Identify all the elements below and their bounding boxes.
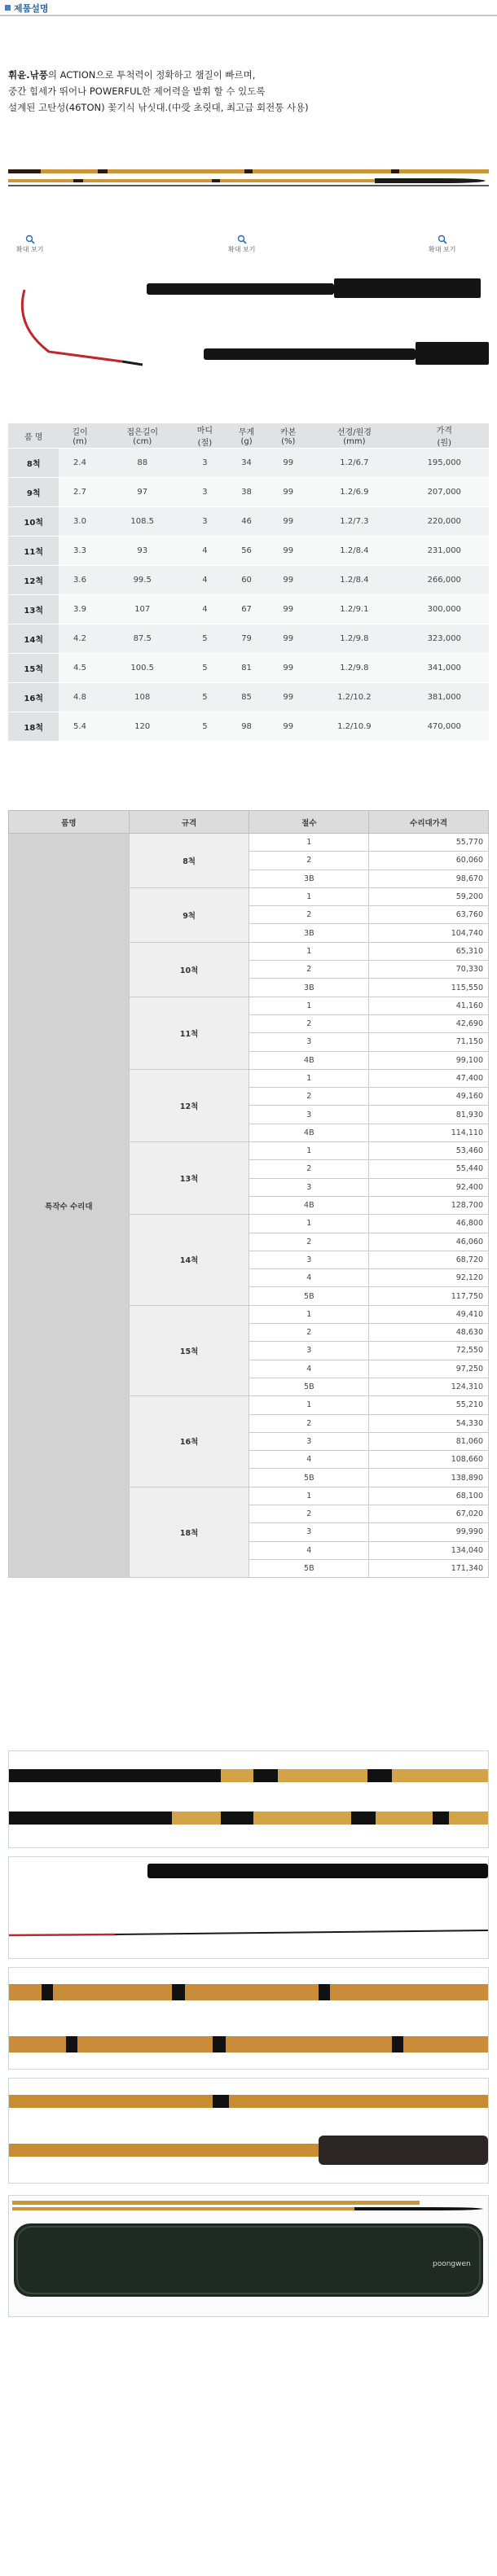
spec-header-label: 카본 [280, 428, 297, 437]
bullet-icon [5, 5, 11, 11]
repair-section: 4 [249, 1451, 369, 1469]
spec-header-unit: (절) [197, 439, 213, 448]
spec-cell: 99 [267, 478, 309, 507]
spec-cell: 4.8 [59, 683, 100, 712]
spec-row [8, 712, 489, 742]
spec-cell: 1.2/7.3 [309, 507, 399, 537]
spec-row [8, 537, 489, 566]
zoom-label: 확대 보기 [16, 246, 44, 253]
repair-section: 3 [249, 1033, 369, 1051]
repair-section: 2 [249, 1088, 369, 1106]
repair-price: 46,060 [369, 1233, 489, 1251]
photo-rod-joints [8, 1967, 489, 2070]
repair-spec: 9척 [129, 887, 249, 942]
product-description [8, 67, 489, 116]
spec-cell: 3 [184, 507, 226, 537]
repair-price: 53,460 [369, 1142, 489, 1160]
spec-cell: 99 [267, 566, 309, 595]
spec-header-cell [309, 423, 399, 449]
spec-cell: 1.2/8.4 [309, 537, 399, 566]
repair-price: 65,310 [369, 942, 489, 960]
repair-section: 4B [249, 1124, 369, 1141]
spec-table [8, 423, 489, 742]
spec-header-row [8, 423, 489, 449]
repair-section: 2 [249, 1014, 369, 1032]
repair-price: 42,690 [369, 1014, 489, 1032]
repair-section: 2 [249, 852, 369, 870]
spec-cell: 107 [101, 595, 184, 624]
spec-product-name: 13척 [8, 595, 59, 624]
repair-price: 47,400 [369, 1069, 489, 1087]
spec-cell: 470,000 [400, 712, 490, 742]
repair-price: 108,660 [369, 1451, 489, 1469]
repair-price: 55,210 [369, 1396, 489, 1414]
intro-line-1 [8, 67, 489, 83]
spec-cell: 4 [184, 595, 226, 624]
repair-section: 2 [249, 1324, 369, 1342]
repair-price: 99,990 [369, 1523, 489, 1541]
magnifier-icon [438, 234, 447, 244]
intro-brand: 휘윤.낚풍 [8, 69, 48, 81]
repair-spec: 15척 [129, 1305, 249, 1395]
repair-section: 2 [249, 961, 369, 979]
spec-cell: 67 [226, 595, 267, 624]
repair-price: 46,800 [369, 1215, 489, 1233]
repair-price: 70,330 [369, 961, 489, 979]
repair-price: 59,200 [369, 887, 489, 905]
repair-section: 5B [249, 1559, 369, 1577]
spec-cell: 108.5 [101, 507, 184, 537]
spec-cell: 99 [267, 654, 309, 683]
repair-section: 1 [249, 834, 369, 852]
spec-cell: 1.2/9.1 [309, 595, 399, 624]
spec-cell: 99 [267, 595, 309, 624]
repair-header-spec: 규격 [129, 811, 249, 834]
spec-cell: 99 [267, 449, 309, 478]
spec-cell: 88 [101, 449, 184, 478]
section-header [0, 0, 497, 16]
spec-cell: 99 [267, 537, 309, 566]
repair-price: 92,120 [369, 1269, 489, 1287]
repair-spec: 18척 [129, 1487, 249, 1577]
spec-cell: 99 [267, 624, 309, 654]
repair-price: 81,930 [369, 1106, 489, 1124]
repair-price: 138,890 [369, 1469, 489, 1487]
repair-price: 41,160 [369, 997, 489, 1014]
zoom-link-3[interactable] [429, 234, 455, 254]
spec-header-label: 접은길이 [126, 428, 159, 437]
repair-section: 4B [249, 1196, 369, 1214]
spec-header-unit: (mm) [343, 437, 366, 446]
repair-price: 97,250 [369, 1360, 489, 1378]
repair-section: 4 [249, 1541, 369, 1559]
spec-product-name: 9척 [8, 478, 59, 507]
repair-section: 4 [249, 1360, 369, 1378]
spec-cell: 231,000 [400, 537, 490, 566]
repair-spec: 12척 [129, 1069, 249, 1141]
spec-cell: 1.2/10.9 [309, 712, 399, 742]
photo-rod-sections [8, 1750, 489, 1848]
rod-grip-image [9, 2079, 488, 2183]
spec-cell: 87.5 [101, 624, 184, 654]
spec-header-cell [267, 423, 309, 449]
repair-section: 3B [249, 924, 369, 942]
spec-product-name: 16척 [8, 683, 59, 712]
spec-cell: 381,000 [400, 683, 490, 712]
photo-rod-tip [8, 1856, 489, 1959]
intro-line-2: 중간 힘세가 뛰어나 POWERFUL한 제어력을 발휘 할 수 있도록 [8, 85, 266, 97]
spec-cell: 85 [226, 683, 267, 712]
repair-price: 115,550 [369, 979, 489, 997]
spec-cell: 341,000 [400, 654, 490, 683]
spec-header-label: 무게 [238, 428, 255, 437]
spec-cell: 4 [184, 566, 226, 595]
repair-section: 3 [249, 1106, 369, 1124]
spec-cell: 3.3 [59, 537, 100, 566]
section-title [5, 2, 49, 15]
spec-cell: 5 [184, 683, 226, 712]
repair-price: 67,020 [369, 1505, 489, 1522]
spec-product-name: 8척 [8, 449, 59, 478]
repair-price: 134,040 [369, 1541, 489, 1559]
repair-header-section: 절수 [249, 811, 369, 834]
magnifier-icon [25, 234, 35, 244]
repair-spec: 10척 [129, 942, 249, 997]
repair-section: 3B [249, 979, 369, 997]
spec-cell: 97 [101, 478, 184, 507]
spec-cell: 34 [226, 449, 267, 478]
repair-section: 3 [249, 1342, 369, 1360]
spec-cell: 5 [184, 712, 226, 742]
zoom-label: 확대 보기 [228, 246, 256, 253]
spec-product-name: 18척 [8, 712, 59, 742]
spec-header-unit: (원) [437, 439, 451, 448]
repair-price: 117,750 [369, 1287, 489, 1305]
spec-header-cell [400, 423, 490, 449]
spec-row [8, 683, 489, 712]
spec-header-label: 선경/원경 [336, 428, 372, 437]
spec-header-label: 품 명 [24, 432, 43, 442]
repair-spec: 8척 [129, 834, 249, 888]
rod-full-image [0, 161, 497, 194]
spec-row [8, 566, 489, 595]
repair-section: 5B [249, 1287, 369, 1305]
spec-cell: 1.2/10.2 [309, 683, 399, 712]
repair-section: 1 [249, 1215, 369, 1233]
spec-cell: 46 [226, 507, 267, 537]
section-title-text: 제품설명 [14, 3, 49, 14]
spec-cell: 5.4 [59, 712, 100, 742]
magnifier-icon [237, 234, 247, 244]
spec-cell: 4 [184, 537, 226, 566]
repair-section: 5B [249, 1469, 369, 1487]
spec-header-label: 가격 [436, 427, 452, 436]
repair-price: 68,720 [369, 1251, 489, 1268]
spec-cell: 2.4 [59, 449, 100, 478]
spec-cell: 300,000 [400, 595, 490, 624]
spec-header-unit: (g) [240, 437, 253, 446]
repair-spec: 11척 [129, 997, 249, 1069]
rod-case-image [9, 2196, 488, 2316]
repair-price: 49,410 [369, 1305, 489, 1323]
repair-price: 81,060 [369, 1432, 489, 1450]
repair-section: 1 [249, 1487, 369, 1505]
spec-cell: 1.2/9.8 [309, 654, 399, 683]
spec-cell: 120 [101, 712, 184, 742]
spec-cell: 323,000 [400, 624, 490, 654]
spec-cell: 38 [226, 478, 267, 507]
repair-table-body [9, 834, 489, 1578]
spec-header-label: 길이 [72, 428, 88, 437]
spec-cell: 100.5 [101, 654, 184, 683]
spec-row [8, 624, 489, 654]
zoom-link-1[interactable] [16, 234, 43, 254]
spec-row [8, 595, 489, 624]
spec-cell: 60 [226, 566, 267, 595]
spec-cell: 56 [226, 537, 267, 566]
spec-cell: 3 [184, 478, 226, 507]
spec-header-cell [226, 423, 267, 449]
spec-cell: 195,000 [400, 449, 490, 478]
repair-section: 2 [249, 906, 369, 924]
repair-header-row [9, 811, 489, 834]
spec-row [8, 449, 489, 478]
spec-cell: 266,000 [400, 566, 490, 595]
rod-joints-image [9, 1968, 488, 2069]
repair-section: 2 [249, 1505, 369, 1522]
spec-cell: 79 [226, 624, 267, 654]
spec-product-name: 12척 [8, 566, 59, 595]
spec-product-name: 11척 [8, 537, 59, 566]
repair-section: 1 [249, 887, 369, 905]
spec-cell: 3.9 [59, 595, 100, 624]
repair-section: 3B [249, 870, 369, 887]
repair-section: 1 [249, 1069, 369, 1087]
repair-price: 72,550 [369, 1342, 489, 1360]
spec-cell: 99.5 [101, 566, 184, 595]
spec-cell: 2.7 [59, 478, 100, 507]
rod-sections-image [9, 1751, 488, 1847]
repair-section: 2 [249, 1233, 369, 1251]
repair-price: 128,700 [369, 1196, 489, 1214]
repair-price-table [8, 810, 489, 1578]
spec-header-unit: (%) [281, 437, 296, 446]
repair-price: 55,440 [369, 1160, 489, 1178]
repair-section: 1 [249, 997, 369, 1014]
spec-cell: 3.6 [59, 566, 100, 595]
zoom-link-2[interactable] [228, 234, 255, 254]
spec-cell: 1.2/9.8 [309, 624, 399, 654]
spec-row [8, 654, 489, 683]
repair-price: 63,760 [369, 906, 489, 924]
repair-price: 92,400 [369, 1178, 489, 1196]
spec-cell: 220,000 [400, 507, 490, 537]
spec-cell: 1.2/6.7 [309, 449, 399, 478]
spec-cell: 99 [267, 712, 309, 742]
spec-header-unit: (cm) [133, 437, 152, 446]
repair-price: 114,110 [369, 1124, 489, 1141]
rod-closeup-images [0, 277, 497, 383]
spec-header-label: 마디 [196, 427, 213, 436]
spec-cell: 81 [226, 654, 267, 683]
spec-table-body [8, 449, 489, 742]
spec-header-cell [184, 423, 226, 449]
repair-price: 60,060 [369, 852, 489, 870]
repair-spec: 16척 [129, 1396, 249, 1487]
repair-price: 55,770 [369, 834, 489, 852]
intro-line-3: 설계된 고탄성(46TON) 꽃기식 낚싯대.(中受 초릿대, 최고급 회전통 사용) [8, 102, 309, 113]
spec-product-name: 15척 [8, 654, 59, 683]
spec-cell: 5 [184, 654, 226, 683]
spec-cell: 99 [267, 683, 309, 712]
repair-price: 104,740 [369, 924, 489, 942]
repair-section: 1 [249, 942, 369, 960]
repair-header-price: 수리대가격 [369, 811, 489, 834]
spec-cell: 3 [184, 449, 226, 478]
repair-section: 3 [249, 1178, 369, 1196]
repair-section: 2 [249, 1160, 369, 1178]
photo-rod-case [8, 2195, 489, 2317]
repair-section: 1 [249, 1142, 369, 1160]
spec-cell: 99 [267, 507, 309, 537]
repair-section: 3 [249, 1251, 369, 1268]
spec-header-unit: (m) [73, 437, 87, 446]
rod-tip-image [9, 1857, 488, 1958]
repair-spec: 14척 [129, 1215, 249, 1305]
spec-row [8, 507, 489, 537]
spec-cell: 5 [184, 624, 226, 654]
repair-section: 5B [249, 1378, 369, 1395]
repair-price: 48,630 [369, 1324, 489, 1342]
spec-cell: 3.0 [59, 507, 100, 537]
spec-cell: 4.2 [59, 624, 100, 654]
repair-price: 54,330 [369, 1414, 489, 1432]
spec-cell: 93 [101, 537, 184, 566]
repair-header-product: 품명 [9, 811, 130, 834]
repair-section: 2 [249, 1414, 369, 1432]
spec-cell: 1.2/6.9 [309, 478, 399, 507]
repair-row [9, 834, 489, 852]
repair-price: 171,340 [369, 1559, 489, 1577]
repair-price: 49,160 [369, 1088, 489, 1106]
repair-section: 3 [249, 1523, 369, 1541]
repair-section: 4B [249, 1051, 369, 1069]
repair-section: 1 [249, 1305, 369, 1323]
spec-header-cell [8, 423, 59, 449]
spec-cell: 108 [101, 683, 184, 712]
intro-line-1-text: 의 ACTION으로 투척력이 정확하고 챔질이 빠르며, [47, 69, 256, 81]
spec-cell: 1.2/8.4 [309, 566, 399, 595]
repair-spec: 13척 [129, 1142, 249, 1215]
repair-price: 98,670 [369, 870, 489, 887]
spec-product-name: 10척 [8, 507, 59, 537]
repair-price: 99,100 [369, 1051, 489, 1069]
repair-section: 4 [249, 1269, 369, 1287]
spec-header-cell [59, 423, 100, 449]
case-brand-text: poongwen [433, 2260, 471, 2268]
repair-product-name: 특작수 수리대 [9, 834, 130, 1578]
spec-row [8, 478, 489, 507]
spec-cell: 4.5 [59, 654, 100, 683]
repair-price: 71,150 [369, 1033, 489, 1051]
zoom-label: 확대 보기 [429, 246, 456, 253]
repair-price: 124,310 [369, 1378, 489, 1395]
spec-product-name: 14척 [8, 624, 59, 654]
repair-price: 68,100 [369, 1487, 489, 1505]
repair-section: 1 [249, 1396, 369, 1414]
spec-cell: 207,000 [400, 478, 490, 507]
repair-section: 3 [249, 1432, 369, 1450]
spec-header-cell [101, 423, 184, 449]
spec-cell: 98 [226, 712, 267, 742]
photo-rod-grip [8, 2078, 489, 2184]
